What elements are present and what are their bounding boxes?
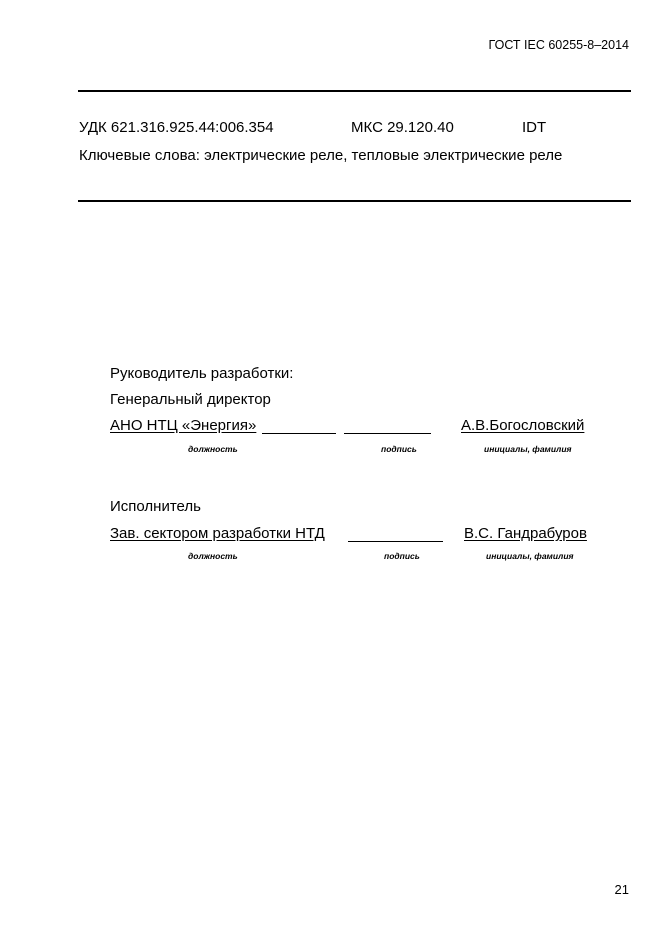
bottom-divider	[78, 200, 631, 202]
executor-caption-name: инициалы, фамилия	[486, 551, 574, 561]
leader-signature-line	[344, 433, 431, 434]
leader-caption-signature: подпись	[381, 444, 417, 454]
udk-code: УДК 621.316.925.44:006.354	[79, 119, 274, 136]
executor-signature-line	[348, 541, 443, 542]
leader-subheading: Генеральный директор	[110, 391, 271, 408]
keywords-line: Ключевые слова: электрические реле, тепловые электрические реле	[79, 147, 563, 164]
leader-position: АНО НТЦ «Энергия»	[110, 417, 257, 434]
leader-heading: Руководитель разработки:	[110, 365, 294, 382]
leader-name: А.В.Богословский	[461, 417, 585, 434]
idt-label: IDT	[522, 119, 547, 136]
leader-caption-position: должность	[188, 444, 238, 454]
top-divider	[78, 90, 631, 92]
leader-position-underline	[262, 433, 336, 434]
mks-code: МКС 29.120.40	[351, 119, 454, 136]
executor-heading: Исполнитель	[110, 498, 201, 515]
executor-caption-signature: подпись	[384, 551, 420, 561]
executor-position: Зав. сектором разработки НТД	[110, 525, 325, 542]
page-number: 21	[614, 882, 629, 897]
document-code: ГОСТ IEC 60255-8–2014	[488, 38, 629, 52]
executor-caption-position: должность	[188, 551, 238, 561]
leader-caption-name: инициалы, фамилия	[484, 444, 572, 454]
executor-name: В.С. Гандрабуров	[464, 525, 587, 542]
